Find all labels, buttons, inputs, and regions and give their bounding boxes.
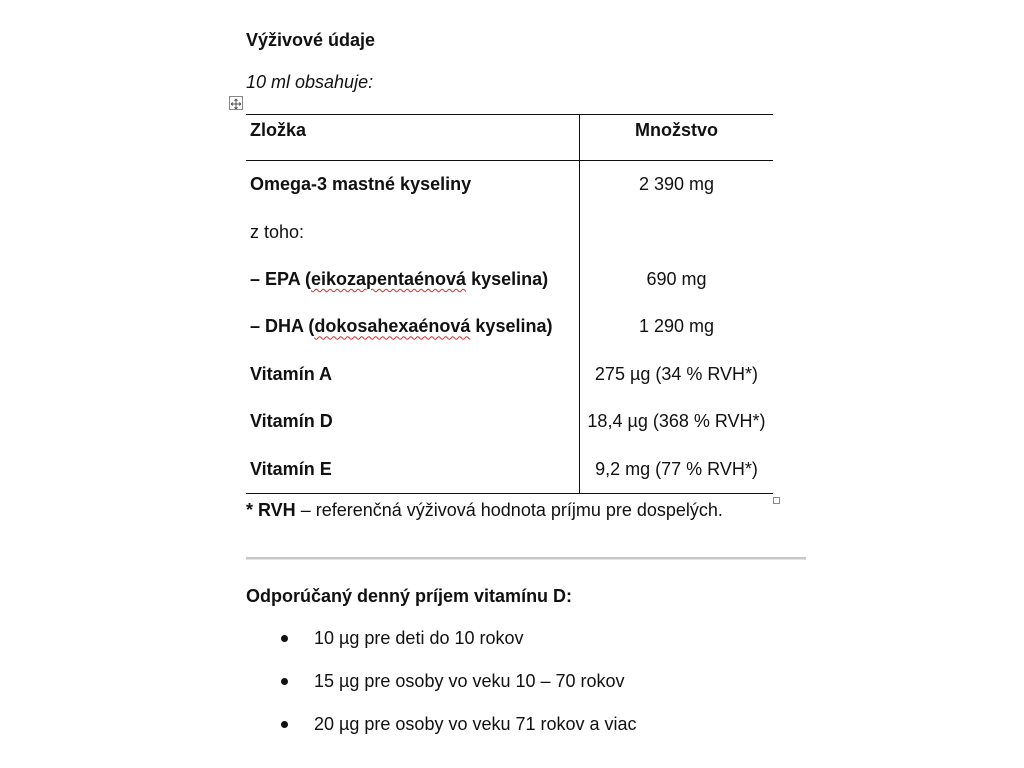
row-amount-empty	[579, 208, 773, 255]
table-header-row	[246, 115, 773, 161]
move-arrows-icon	[230, 98, 242, 110]
table-row	[246, 208, 773, 255]
horizontal-separator	[246, 557, 806, 560]
footnote	[246, 500, 723, 521]
vitamin-d-heading: Odporúčaný denný príjem vitamínu D:	[246, 586, 573, 606]
epa-prefix: – EPA (	[250, 268, 312, 289]
row-amount-omega3: 2 390 mg	[638, 174, 715, 195]
nutrition-table	[246, 114, 773, 494]
table-row	[246, 445, 773, 493]
row-label-omega3: Omega-3 mastné kyseliny	[246, 161, 579, 209]
row-label-epa	[246, 256, 579, 303]
row-label-dha	[246, 303, 579, 350]
document-title: Výživové údaje	[246, 30, 376, 50]
list-item	[278, 626, 637, 669]
vitamin-d-list	[278, 626, 637, 755]
row-amount-vitamin-d: 18,4 µg (368 % RVH*)	[587, 411, 766, 432]
row-amount-epa: 690 mg	[646, 268, 707, 289]
row-label-of-which: z toho:	[246, 208, 579, 255]
table-move-handle-icon[interactable]	[229, 96, 243, 110]
epa-suffix: kyselina)	[466, 268, 549, 289]
document-subtitle: 10 ml obsahuje:	[246, 72, 374, 92]
table-row	[246, 303, 773, 350]
dha-name: dokosahexaénová	[314, 316, 471, 337]
list-item-text: 15 µg pre osoby vo veku 10 – 70 rokov	[314, 671, 625, 691]
row-label-vitamin-a: Vitamín A	[246, 351, 579, 398]
row-label-vitamin-d: Vitamín D	[246, 398, 579, 445]
header-amount: Množstvo	[579, 115, 773, 161]
list-item-text: 20 µg pre osoby vo veku 71 rokov a viac	[314, 714, 637, 734]
bullet-icon	[281, 635, 288, 642]
list-item	[278, 712, 637, 755]
row-label-vitamin-e: Vitamín E	[246, 445, 579, 493]
list-item-text: 10 µg pre deti do 10 rokov	[314, 628, 524, 648]
header-component: Zložka	[246, 115, 579, 161]
table-row	[246, 351, 773, 398]
epa-name: eikozapentaénová	[311, 268, 467, 289]
bullet-icon	[281, 721, 288, 728]
row-amount-dha: 1 290 mg	[638, 316, 715, 337]
dha-suffix: kyselina)	[470, 316, 553, 337]
table-row	[246, 398, 773, 445]
dha-prefix: – DHA (	[250, 316, 315, 337]
row-amount-vitamin-e: 9,2 mg (77 % RVH*)	[579, 445, 773, 493]
bullet-icon	[281, 678, 288, 685]
table-row	[246, 161, 773, 209]
list-item	[278, 669, 637, 712]
table-row	[246, 256, 773, 303]
footnote-text: – referenčná výživová hodnota príjmu pre dospelých.	[295, 500, 723, 520]
row-amount-vitamin-a: 275 µg (34 % RVH*)	[594, 363, 759, 384]
table-resize-handle-icon[interactable]	[773, 497, 780, 504]
footnote-term: * RVH	[246, 500, 296, 520]
